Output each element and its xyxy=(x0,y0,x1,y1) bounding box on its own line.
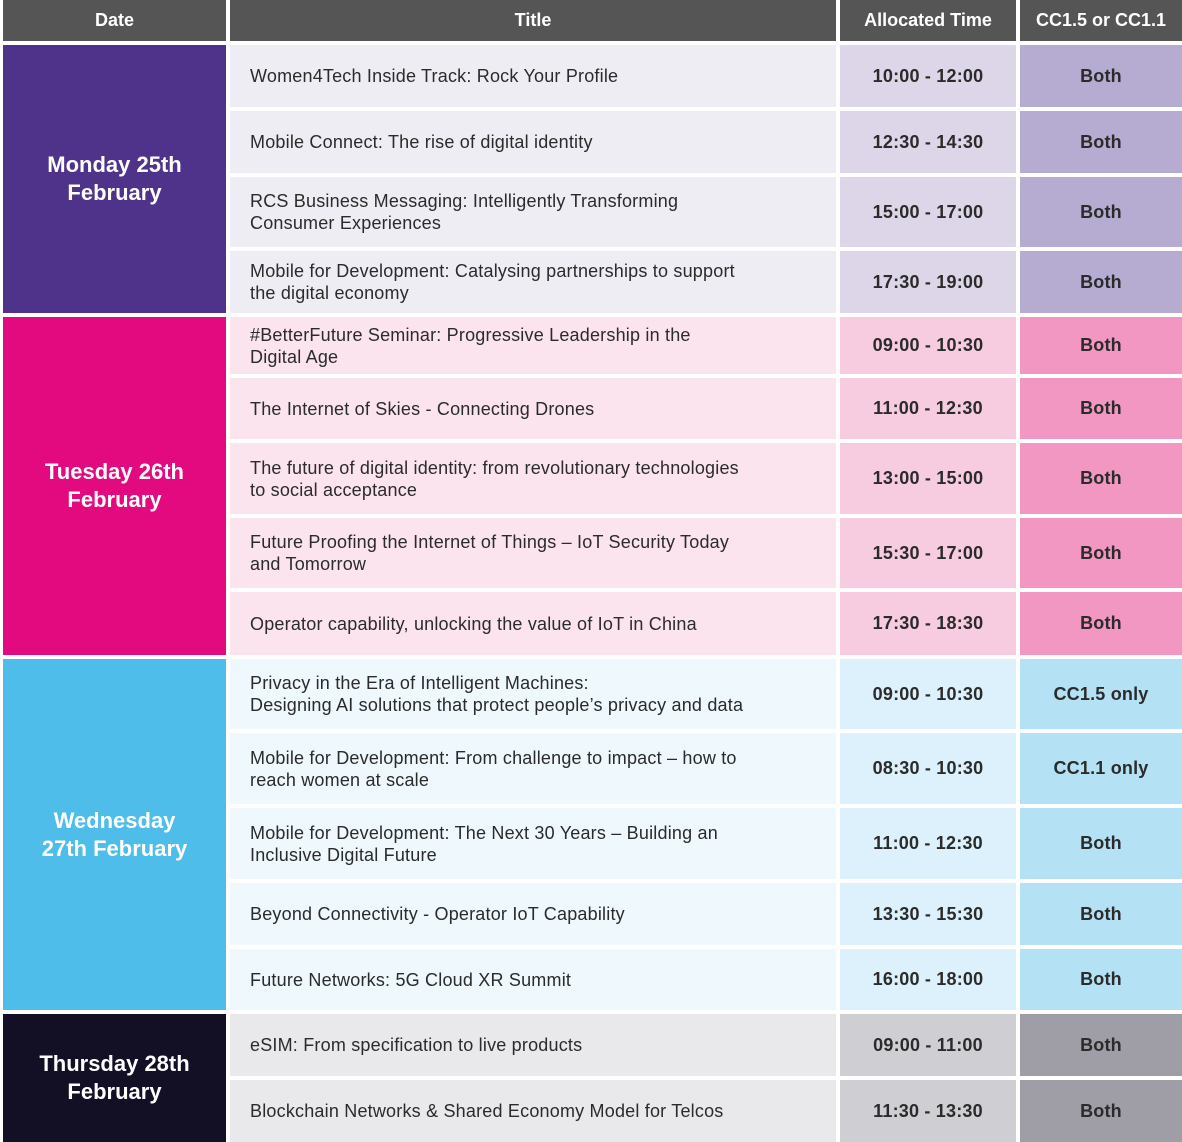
session-cc: Both xyxy=(1020,518,1182,588)
session-cc: Both xyxy=(1020,251,1182,313)
session-cc: Both xyxy=(1020,592,1182,655)
session-title: Future Proofing the Internet of Things – IoT Security Today and Tomorrow xyxy=(230,518,836,588)
session-time: 09:00 - 10:30 xyxy=(840,317,1016,374)
date-cell-monday: Monday 25th February xyxy=(3,45,226,313)
session-time: 15:30 - 17:00 xyxy=(840,518,1016,588)
session-cc: Both xyxy=(1020,883,1182,945)
date-cell-tuesday: Tuesday 26th February xyxy=(3,317,226,655)
date-cell-thursday: Thursday 28th February xyxy=(3,1014,226,1142)
session-time: 11:00 - 12:30 xyxy=(840,808,1016,879)
date-cell-wednesday: Wednesday 27th February xyxy=(3,659,226,1010)
session-title: RCS Business Messaging: Intelligently Transforming Consumer Experiences xyxy=(230,177,836,247)
session-cc: CC1.1 only xyxy=(1020,733,1182,804)
session-time: 17:30 - 19:00 xyxy=(840,251,1016,313)
session-title: #BetterFuture Seminar: Progressive Leadership in the Digital Age xyxy=(230,317,836,374)
session-time: 13:30 - 15:30 xyxy=(840,883,1016,945)
session-title: The Internet of Skies - Connecting Drones xyxy=(230,378,836,439)
session-title: Women4Tech Inside Track: Rock Your Profile xyxy=(230,45,836,107)
header-allocated-time: Allocated Time xyxy=(840,0,1016,41)
session-time: 17:30 - 18:30 xyxy=(840,592,1016,655)
session-time: 11:30 - 13:30 xyxy=(840,1080,1016,1142)
session-time: 13:00 - 15:00 xyxy=(840,443,1016,514)
session-title: Beyond Connectivity - Operator IoT Capability xyxy=(230,883,836,945)
session-time: 08:30 - 10:30 xyxy=(840,733,1016,804)
session-cc: Both xyxy=(1020,177,1182,247)
session-title: Future Networks: 5G Cloud XR Summit xyxy=(230,949,836,1010)
session-time: 16:00 - 18:00 xyxy=(840,949,1016,1010)
session-cc: CC1.5 only xyxy=(1020,659,1182,729)
session-title: Mobile Connect: The rise of digital identity xyxy=(230,111,836,173)
session-cc: Both xyxy=(1020,45,1182,107)
session-title: Mobile for Development: From challenge to impact – how to reach women at scale xyxy=(230,733,836,804)
session-cc: Both xyxy=(1020,317,1182,374)
session-time: 11:00 - 12:30 xyxy=(840,378,1016,439)
header-cc-version: CC1.5 or CC1.1 xyxy=(1020,0,1182,41)
session-cc: Both xyxy=(1020,949,1182,1010)
session-title: Blockchain Networks & Shared Economy Model for Telcos xyxy=(230,1080,836,1142)
session-cc: Both xyxy=(1020,378,1182,439)
header-date: Date xyxy=(3,0,226,41)
session-cc: Both xyxy=(1020,1014,1182,1076)
session-title: Privacy in the Era of Intelligent Machines: Designing AI solutions that protect people’s privacy and data xyxy=(230,659,836,729)
session-time: 09:00 - 11:00 xyxy=(840,1014,1016,1076)
session-title: Mobile for Development: The Next 30 Years – Building an Inclusive Digital Future xyxy=(230,808,836,879)
session-cc: Both xyxy=(1020,443,1182,514)
session-title: eSIM: From specification to live products xyxy=(230,1014,836,1076)
session-time: 15:00 - 17:00 xyxy=(840,177,1016,247)
session-cc: Both xyxy=(1020,111,1182,173)
session-title: The future of digital identity: from revolutionary technologies to social acceptance xyxy=(230,443,836,514)
session-cc: Both xyxy=(1020,808,1182,879)
session-title: Operator capability, unlocking the value of IoT in China xyxy=(230,592,836,655)
session-cc: Both xyxy=(1020,1080,1182,1142)
session-title: Mobile for Development: Catalysing partnerships to support the digital economy xyxy=(230,251,836,313)
session-time: 09:00 - 10:30 xyxy=(840,659,1016,729)
session-time: 10:00 - 12:00 xyxy=(840,45,1016,107)
session-time: 12:30 - 14:30 xyxy=(840,111,1016,173)
header-title: Title xyxy=(230,0,836,41)
